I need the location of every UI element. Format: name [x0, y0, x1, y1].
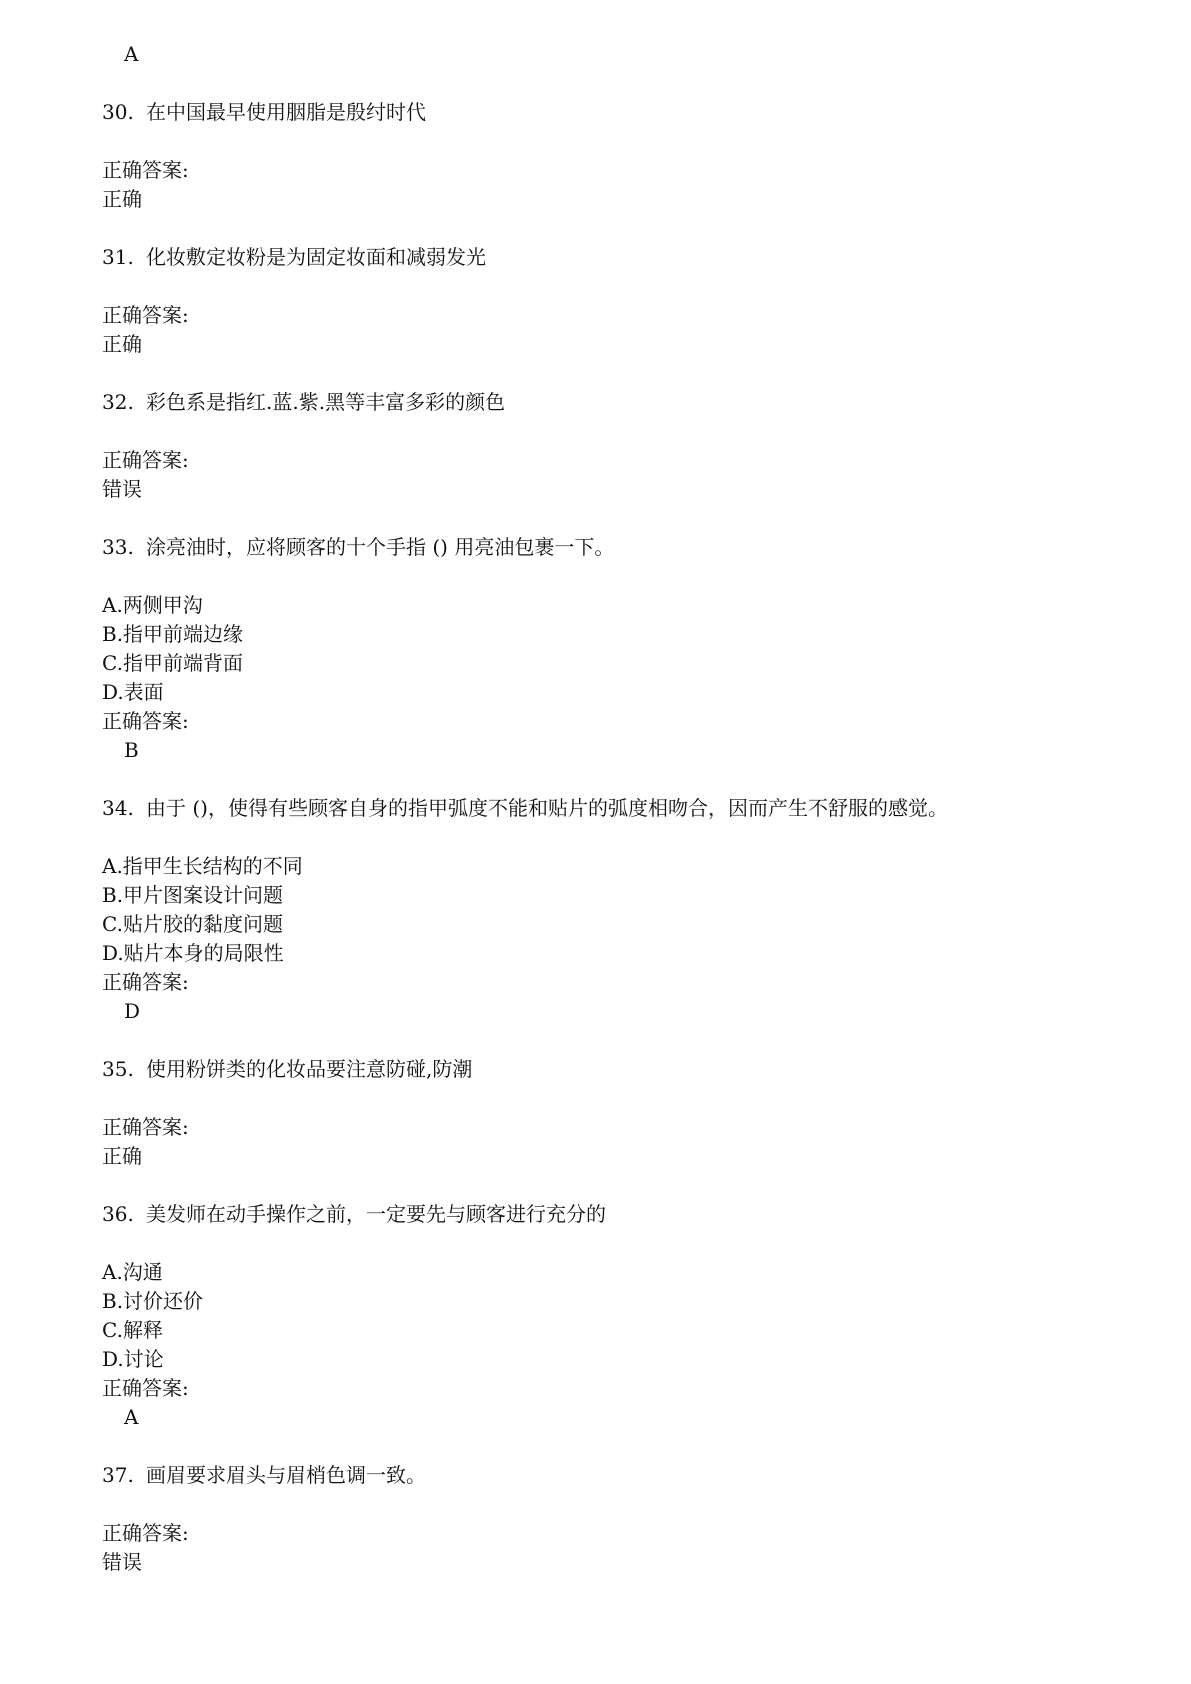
answer-label: 正确答案: [102, 970, 189, 994]
question-number: 33. [102, 535, 134, 559]
question-number: 35. [102, 1057, 134, 1081]
option-item: C.指甲前端背面 [102, 651, 243, 675]
question-body [102, 1113, 1142, 1171]
question-item [102, 1461, 1142, 1577]
option-item: B.甲片图案设计问题 [102, 883, 284, 907]
question-text: 在中国最早使用胭脂是殷纣时代 [146, 100, 426, 124]
answer-value: 正确 [102, 332, 142, 356]
option-item: B.讨价还价 [102, 1289, 204, 1313]
answer-label: 正确答案: [102, 1115, 189, 1139]
question-number: 31. [102, 245, 134, 269]
question-title [102, 243, 1142, 272]
question-title [102, 98, 1142, 127]
option-item: C.贴片胶的黏度问题 [102, 912, 283, 936]
answer-label: 正确答案: [102, 448, 189, 472]
previous-answer: A [124, 42, 139, 66]
question-text: 画眉要求眉头与眉梢色调一致。 [146, 1463, 426, 1487]
question-text: 涂亮油时，应将顾客的十个手指 () 用亮油包裹一下。 [146, 535, 615, 559]
question-text: 由于 ()，使得有些顾客自身的指甲弧度不能和贴片的弧度相吻合，因而产生不舒服的感觉。 [146, 796, 948, 820]
question-title [102, 388, 1142, 417]
question-number: 30. [102, 100, 134, 124]
question-item [102, 794, 1142, 1026]
question-body [102, 852, 1142, 1026]
question-title [102, 1461, 1142, 1490]
option-item: C.解释 [102, 1318, 163, 1342]
answer-label: 正确答案: [102, 1521, 189, 1545]
option-item: A.指甲生长结构的不同 [102, 854, 303, 878]
question-number: 34. [102, 796, 134, 820]
question-body [102, 446, 1142, 504]
answer-value: B [124, 738, 139, 762]
option-item: D.表面 [102, 680, 164, 704]
answer-value: 正确 [102, 187, 142, 211]
question-body [102, 591, 1142, 765]
question-text: 彩色系是指红.蓝.紫.黑等丰富多彩的颜色 [146, 390, 506, 414]
question-item [102, 1200, 1142, 1432]
answer-value: 错误 [102, 477, 142, 501]
question-title [102, 794, 1142, 823]
option-item: D.讨论 [102, 1347, 164, 1371]
answer-label: 正确答案: [102, 709, 189, 733]
question-body [102, 156, 1142, 214]
question-title [102, 1055, 1142, 1084]
question-item [102, 243, 1142, 359]
question-text: 使用粉饼类的化妆品要注意防碰,防潮 [146, 1057, 473, 1081]
question-number: 36. [102, 1202, 134, 1226]
question-item [102, 388, 1142, 504]
answer-value: 错误 [102, 1550, 142, 1574]
question-text: 美发师在动手操作之前，一定要先与顾客进行充分的 [146, 1202, 606, 1226]
answer-label: 正确答案: [102, 158, 189, 182]
option-item: A.沟通 [102, 1260, 163, 1284]
question-body [102, 1519, 1142, 1577]
answer-value: 正确 [102, 1144, 142, 1168]
answer-value: D [124, 999, 141, 1023]
answer-label: 正确答案: [102, 1376, 189, 1400]
question-body [102, 1258, 1142, 1432]
question-text: 化妆敷定妆粉是为固定妆面和减弱发光 [146, 245, 486, 269]
question-item [102, 533, 1142, 765]
option-item: B.指甲前端边缘 [102, 622, 244, 646]
question-title [102, 533, 1142, 562]
question-body [102, 301, 1142, 359]
question-number: 32. [102, 390, 134, 414]
exam-page [102, 40, 1142, 1577]
answer-value: A [124, 1405, 139, 1429]
option-item: A.两侧甲沟 [102, 593, 203, 617]
question-number: 37. [102, 1463, 134, 1487]
question-item [102, 98, 1142, 214]
question-list [102, 98, 1142, 1577]
option-item: D.贴片本身的局限性 [102, 941, 284, 965]
question-item [102, 1055, 1142, 1171]
answer-label: 正确答案: [102, 303, 189, 327]
question-title [102, 1200, 1142, 1229]
